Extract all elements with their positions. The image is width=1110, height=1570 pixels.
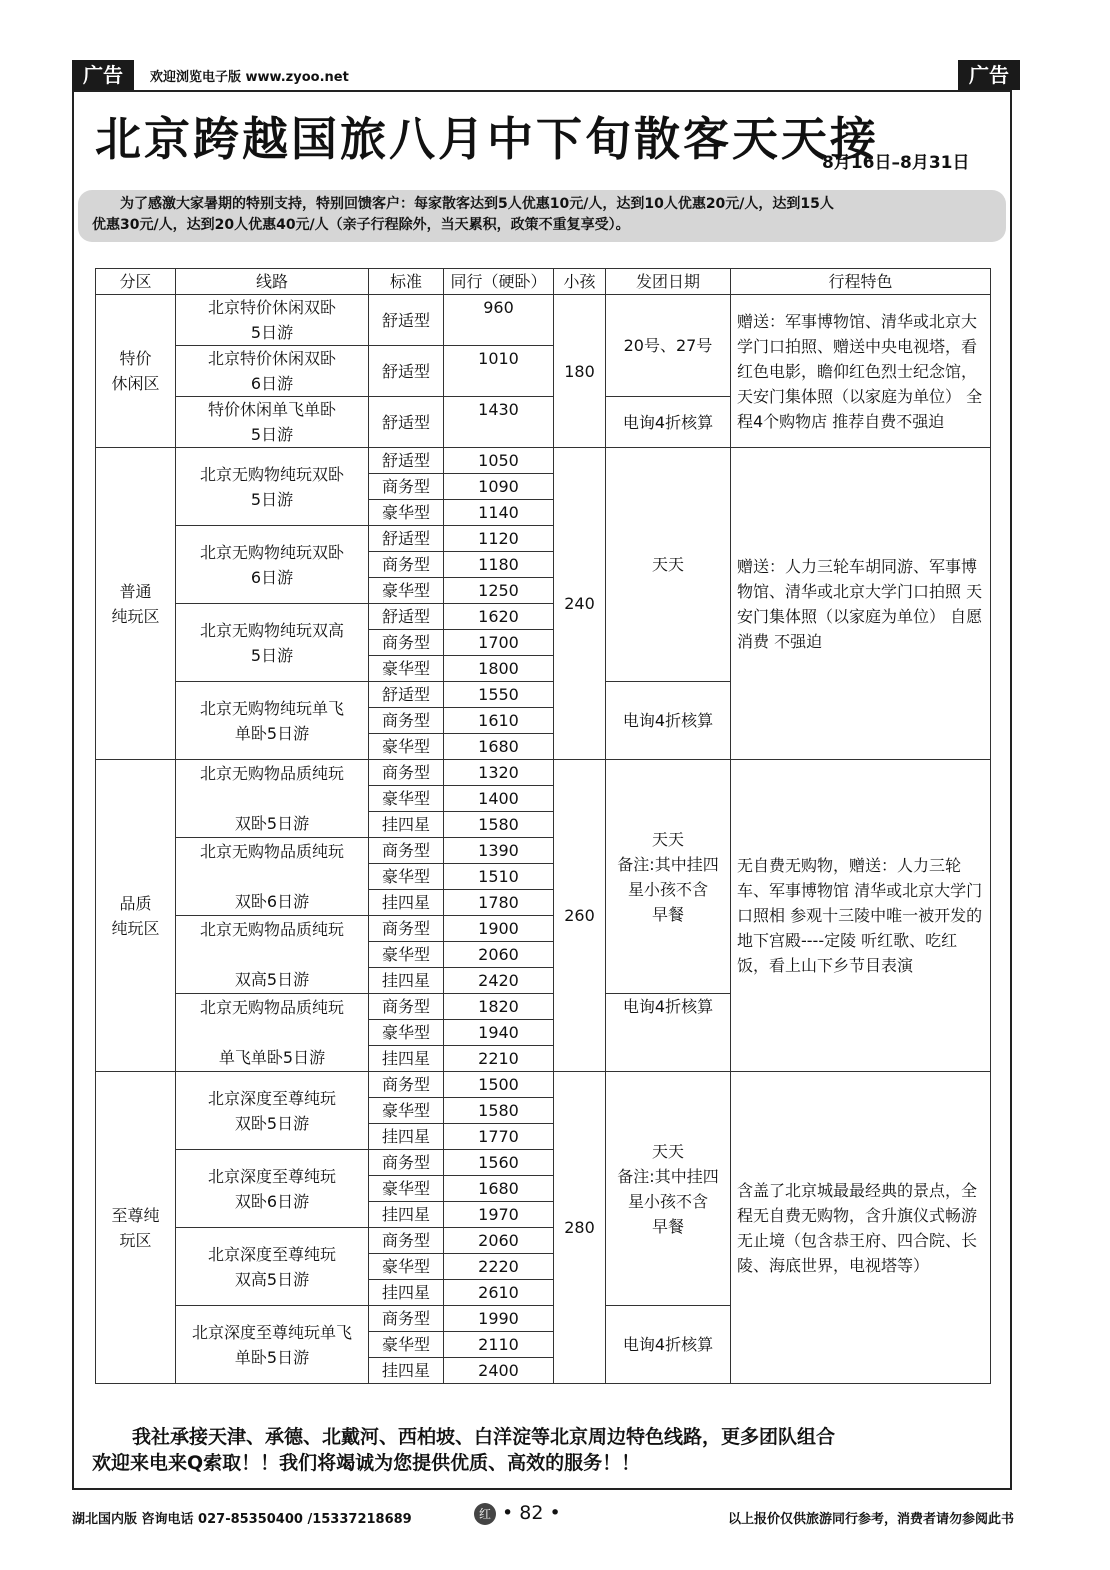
promo-box — [78, 190, 1006, 242]
std-cell: 豪华型 — [369, 1332, 444, 1358]
std-cell: 豪华型 — [369, 656, 444, 682]
feature-cell: 赠送：人力三轮车胡同游、军事博物馆、清华或北京大学门口拍照 天安门集体照（以家庭为单位） 自愿消费 不强迫 — [731, 448, 991, 760]
footer — [72, 1502, 1014, 1530]
std-cell: 商务型 — [369, 1072, 444, 1098]
header-child: 小孩 — [554, 269, 606, 295]
std-cell: 豪华型 — [369, 1020, 444, 1046]
table-header-row — [96, 269, 991, 295]
price-cell: 1700 — [444, 630, 554, 656]
zone-cell: 特价 休闲区 — [96, 295, 176, 448]
depart-cell: 电询4折核算 — [606, 397, 731, 448]
std-cell: 挂四星 — [369, 1280, 444, 1306]
std-cell: 挂四星 — [369, 1358, 444, 1384]
std-cell: 挂四星 — [369, 968, 444, 994]
table-row — [96, 448, 991, 474]
page-title: 北京跨越国旅八月中下旬散客天天接 — [95, 112, 879, 166]
price-cell: 1990 — [444, 1306, 554, 1332]
page-number-text: • 82 • — [502, 1502, 561, 1524]
header-standard: 标准 — [369, 269, 444, 295]
price-cell: 1610 — [444, 708, 554, 734]
price-cell: 2400 — [444, 1358, 554, 1384]
price-cell: 1780 — [444, 890, 554, 916]
std-cell: 舒适型 — [369, 526, 444, 552]
depart-cell: 20号、27号 — [606, 295, 731, 397]
price-cell: 1970 — [444, 1202, 554, 1228]
bottom-note-line-2: 欢迎来电来Q索取！！我们将竭诚为您提供优质、高效的服务！！ — [92, 1452, 641, 1474]
table-row — [96, 1072, 991, 1098]
std-cell: 商务型 — [369, 1228, 444, 1254]
price-cell: 2110 — [444, 1332, 554, 1358]
header-route: 线路 — [176, 269, 369, 295]
std-cell: 舒适型 — [369, 397, 444, 448]
depart-cell: 电询4折核算 — [606, 682, 731, 760]
price-cell: 1770 — [444, 1124, 554, 1150]
std-cell: 豪华型 — [369, 500, 444, 526]
price-cell: 1390 — [444, 838, 554, 864]
route-cell: 北京无购物品质纯玩 双卧6日游 — [176, 838, 369, 916]
std-cell: 豪华型 — [369, 1176, 444, 1202]
std-cell: 商务型 — [369, 1150, 444, 1176]
child-cell: 280 — [554, 1072, 606, 1384]
route-cell: 北京无购物品质纯玩 单飞单卧5日游 — [176, 994, 369, 1072]
zone-cell: 至尊纯 玩区 — [96, 1072, 176, 1384]
std-cell: 商务型 — [369, 1306, 444, 1332]
route-cell: 北京深度至尊纯玩 双高5日游 — [176, 1228, 369, 1306]
feature-cell: 无自费无购物，赠送：人力三轮车、军事博物馆 清华或北京大学门口照相 参观十三陵中唯一被开发的地下宫殿----定陵 听红歌、吃红饭，看上山下乡节目表演 — [731, 760, 991, 1072]
route-cell: 特价休闲单飞单卧 5日游 — [176, 397, 369, 448]
std-cell: 商务型 — [369, 474, 444, 500]
depart-cell: 电询4折核算 — [606, 1306, 731, 1384]
std-cell: 挂四星 — [369, 1202, 444, 1228]
depart-cell: 电询4折核算 — [606, 994, 731, 1072]
std-cell: 商务型 — [369, 708, 444, 734]
price-cell: 1400 — [444, 786, 554, 812]
route-cell: 北京深度至尊纯玩单飞 单卧5日游 — [176, 1306, 369, 1384]
bottom-note-line-1: 我社承接天津、承德、北戴河、西柏坡、白洋淀等北京周边特色线路，更多团队组合 — [132, 1426, 836, 1448]
depart-cell: 天天 备注:其中挂四 星小孩不含 早餐 — [606, 760, 731, 994]
price-cell: 960 — [444, 295, 554, 346]
route-cell: 北京特价休闲双卧 6日游 — [176, 346, 369, 397]
std-cell: 挂四星 — [369, 1046, 444, 1072]
header-price: 同行（硬卧） — [444, 269, 554, 295]
bottom-note — [92, 1424, 1002, 1476]
std-cell: 舒适型 — [369, 682, 444, 708]
price-cell: 1140 — [444, 500, 554, 526]
header-feature: 行程特色 — [731, 269, 991, 295]
depart-cell: 天天 备注:其中挂四 星小孩不含 早餐 — [606, 1072, 731, 1306]
zone-cell: 品质 纯玩区 — [96, 760, 176, 1072]
logo-icon: 红 — [474, 1503, 496, 1525]
route-cell: 北京无购物品质纯玩 双卧5日游 — [176, 760, 369, 838]
page-number — [474, 1502, 561, 1525]
std-cell: 商务型 — [369, 994, 444, 1020]
std-cell: 舒适型 — [369, 346, 444, 397]
price-cell: 1510 — [444, 864, 554, 890]
std-cell: 挂四星 — [369, 890, 444, 916]
date-range: 8月16日–8月31日 — [822, 153, 970, 173]
route-cell: 北京无购物纯玩单飞 单卧5日游 — [176, 682, 369, 760]
std-cell: 舒适型 — [369, 604, 444, 630]
price-cell: 1050 — [444, 448, 554, 474]
std-cell: 商务型 — [369, 630, 444, 656]
price-cell: 2610 — [444, 1280, 554, 1306]
promo-line-1: 为了感激大家暑期的特别支持，特别回馈客户：每家散客达到5人优惠10元/人，达到10人优惠20元/人，达到15人 — [120, 196, 834, 212]
header-zone: 分区 — [96, 269, 176, 295]
std-cell: 挂四星 — [369, 812, 444, 838]
child-cell: 260 — [554, 760, 606, 1072]
header-depart: 发团日期 — [606, 269, 731, 295]
std-cell: 豪华型 — [369, 942, 444, 968]
ad-label-right: 广告 — [958, 60, 1020, 90]
price-cell: 2420 — [444, 968, 554, 994]
std-cell: 商务型 — [369, 760, 444, 786]
std-cell: 豪华型 — [369, 864, 444, 890]
std-cell: 豪华型 — [369, 578, 444, 604]
price-cell: 1010 — [444, 346, 554, 397]
price-cell: 1900 — [444, 916, 554, 942]
zone-cell: 普通 纯玩区 — [96, 448, 176, 760]
child-cell: 240 — [554, 448, 606, 760]
std-cell: 豪华型 — [369, 1098, 444, 1124]
std-cell: 挂四星 — [369, 1124, 444, 1150]
feature-cell: 含盖了北京城最最经典的景点，全程无自费无购物，含升旗仪式畅游无止境（包含恭王府、四合院、长陵、海底世界，电视塔等） — [731, 1072, 991, 1384]
price-cell: 1940 — [444, 1020, 554, 1046]
price-cell: 2220 — [444, 1254, 554, 1280]
price-cell: 1680 — [444, 1176, 554, 1202]
std-cell: 豪华型 — [369, 786, 444, 812]
price-cell: 2210 — [444, 1046, 554, 1072]
route-cell: 北京无购物纯玩双卧 5日游 — [176, 448, 369, 526]
price-cell: 1680 — [444, 734, 554, 760]
price-cell: 1180 — [444, 552, 554, 578]
std-cell: 豪华型 — [369, 734, 444, 760]
price-cell: 1120 — [444, 526, 554, 552]
std-cell: 舒适型 — [369, 448, 444, 474]
route-cell: 北京深度至尊纯玩 双卧5日游 — [176, 1072, 369, 1150]
std-cell: 商务型 — [369, 838, 444, 864]
price-table — [95, 268, 991, 1384]
price-cell: 1560 — [444, 1150, 554, 1176]
price-cell: 1580 — [444, 812, 554, 838]
footer-contact: 湖北国内版 咨询电话 027-85350400 /15337218689 — [72, 1512, 412, 1527]
std-cell: 商务型 — [369, 552, 444, 578]
child-cell: 180 — [554, 295, 606, 448]
price-cell: 2060 — [444, 1228, 554, 1254]
route-cell: 北京无购物纯玩双卧 6日游 — [176, 526, 369, 604]
feature-cell: 赠送：军事博物馆、清华或北京大学门口拍照、赠送中央电视塔，看红色电影，瞻仰红色烈士纪念馆，天安门集体照（以家庭为单位） 全程4个购物店 推荐自费不强迫 — [731, 295, 991, 448]
std-cell: 商务型 — [369, 916, 444, 942]
route-cell: 北京无购物品质纯玩 双高5日游 — [176, 916, 369, 994]
footer-disclaimer: 以上报价仅供旅游同行参考，消费者请勿参阅此书 — [727, 1512, 1014, 1527]
route-cell: 北京无购物纯玩双高 5日游 — [176, 604, 369, 682]
price-cell: 1250 — [444, 578, 554, 604]
route-cell: 北京深度至尊纯玩 双卧6日游 — [176, 1150, 369, 1228]
price-cell: 1580 — [444, 1098, 554, 1124]
price-cell: 2060 — [444, 942, 554, 968]
std-cell: 舒适型 — [369, 295, 444, 346]
price-cell: 1500 — [444, 1072, 554, 1098]
welcome-text: 欢迎浏览电子版 www.zyoo.net — [150, 70, 349, 85]
table-row — [96, 760, 991, 786]
price-cell: 1620 — [444, 604, 554, 630]
price-cell: 1800 — [444, 656, 554, 682]
promo-line-2: 优惠30元/人，达到20人优惠40元/人（亲子行程除外，当天累积，政策不重复享受）。 — [92, 217, 630, 233]
price-cell: 1430 — [444, 397, 554, 448]
price-cell: 1320 — [444, 760, 554, 786]
depart-cell: 天天 — [606, 448, 731, 682]
price-cell: 1820 — [444, 994, 554, 1020]
route-cell: 北京特价休闲双卧 5日游 — [176, 295, 369, 346]
ad-label-left: 广告 — [72, 60, 134, 90]
price-cell: 1550 — [444, 682, 554, 708]
price-cell: 1090 — [444, 474, 554, 500]
std-cell: 豪华型 — [369, 1254, 444, 1280]
